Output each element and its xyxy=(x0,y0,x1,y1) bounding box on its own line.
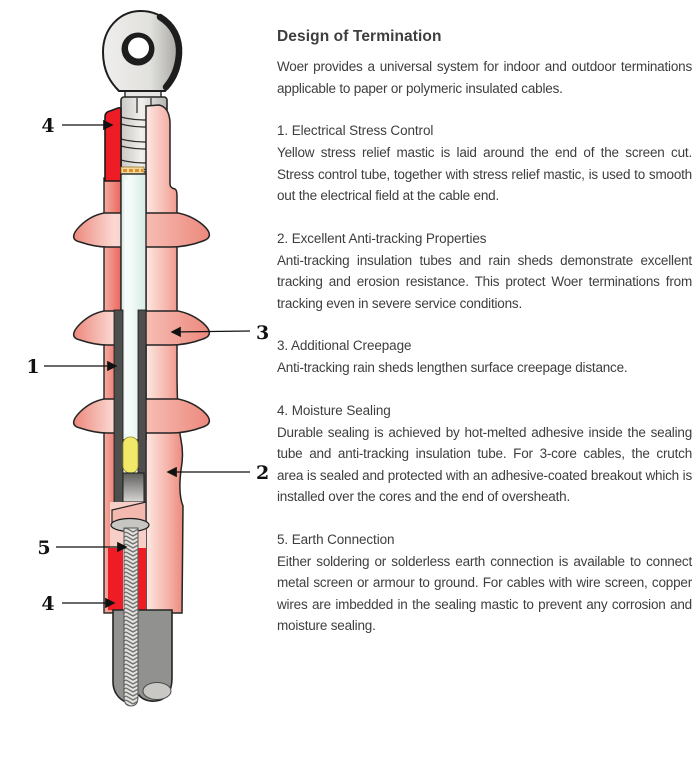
article xyxy=(277,28,692,637)
section-heading: 1. Electrical Stress Control xyxy=(277,123,434,138)
page-title: Design of Termination xyxy=(277,28,442,45)
section-heading: 4. Moisture Sealing xyxy=(277,402,391,418)
stress-relief-mastic-band xyxy=(121,167,144,174)
callout-2 xyxy=(168,462,269,484)
stress-control-tube xyxy=(114,310,123,530)
sealing-mastic-red xyxy=(108,548,123,610)
callout-label: 4 xyxy=(41,593,55,615)
section-heading: 3. Additional Creepage xyxy=(277,338,412,353)
cable-lug xyxy=(103,11,181,91)
intro-paragraph: Woer provides a universal system for indoor and outdoor terminations applicable to paper or polymeric insulated cables. xyxy=(277,59,692,96)
section-moisture-sealing xyxy=(277,400,692,508)
callout-4-bottom xyxy=(41,593,114,615)
section-body: Either soldering or solderless earth connection is available to connect metal screen or armour to ground. For cables with wire screen, copper wires are imbedded in the sealing mastic to prevent any corrosion and moisture sealing. xyxy=(277,553,692,633)
callout-label: 2 xyxy=(256,462,270,484)
callout-label: 5 xyxy=(37,537,51,559)
section-body: Anti-tracking insulation tubes and rain sheds demonstrate excellent tracking and erosion resistance. This protect Woer terminations from tracking even in severe service conditions. xyxy=(277,252,692,311)
callout-4-top xyxy=(41,115,112,137)
callout-label: 3 xyxy=(256,322,270,344)
callout-1 xyxy=(26,356,116,378)
cable-end-face xyxy=(143,683,171,700)
lug-hole xyxy=(128,38,149,59)
anti-tracking-tube-body xyxy=(146,105,183,613)
stress-relief-mastic-yellow xyxy=(123,437,138,473)
sealing-tube-red xyxy=(105,108,121,181)
section-heading: 5. Earth Connection xyxy=(277,531,395,547)
earth-braid xyxy=(124,528,138,706)
section-electrical-stress-control xyxy=(277,120,692,207)
section-anti-tracking-properties xyxy=(277,228,692,315)
callout-label: 1 xyxy=(26,356,40,378)
section-body: Durable sealing is achieved by hot-melted adhesive inside the sealing tube and anti-tracking insulation tube. For 3-core cables, the crutch area is sealed and protected with an adhesive-coated breakout which is installed over the cores and the end of oversheath. xyxy=(277,424,692,504)
section-additional-creepage xyxy=(277,335,692,379)
section-heading: 2. Excellent Anti-tracking Properties xyxy=(277,230,487,246)
section-body: Anti-tracking rain sheds lengthen surface creepage distance. xyxy=(277,360,628,375)
cable-oversheath xyxy=(113,610,172,703)
section-earth-connection xyxy=(277,529,692,637)
section-body: Yellow stress relief mastic is laid around the end of the screen cut. Stress control tube, together with stress relief mastic, is used to smooth out the electrical field at the cable end. xyxy=(277,145,692,203)
callout-label: 4 xyxy=(41,115,55,137)
connector-ferrule xyxy=(123,473,144,502)
termination-diagram xyxy=(0,0,280,757)
